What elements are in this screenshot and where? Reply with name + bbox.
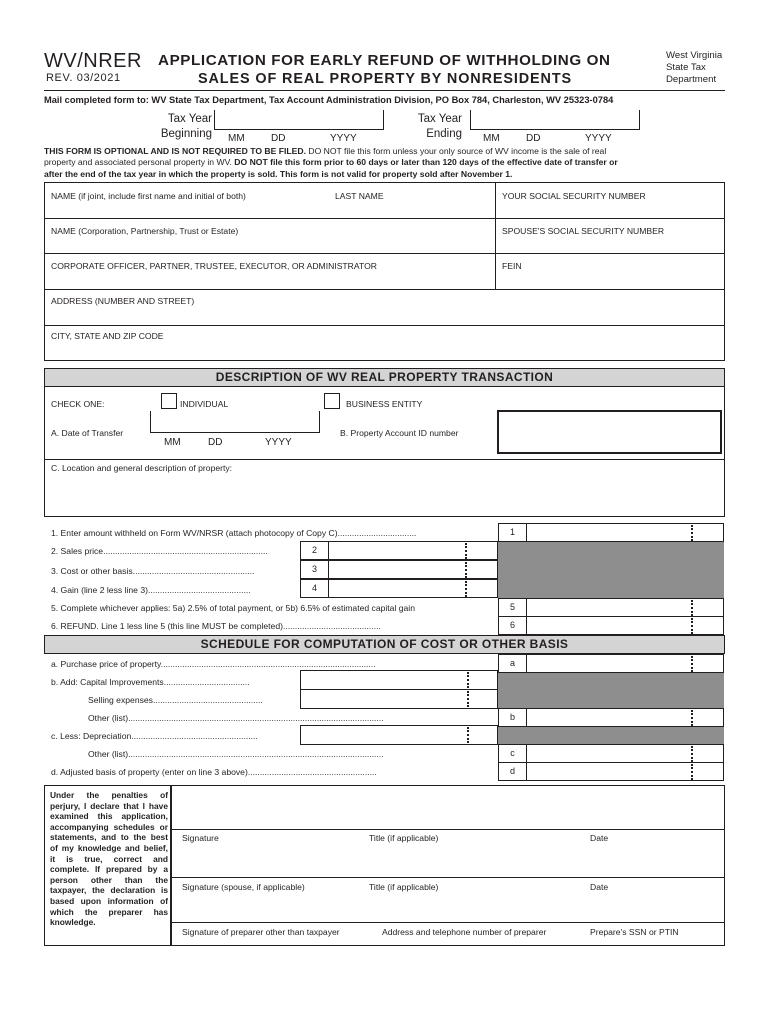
schedule-c-decimal — [691, 746, 693, 762]
account-id-field[interactable] — [497, 410, 722, 454]
capital-improvements-decimal — [467, 672, 469, 688]
schedule-heading: SCHEDULE FOR COMPUTATION OF COST OR OTHER BASIS — [44, 635, 725, 654]
fein-label: FEIN — [502, 261, 522, 271]
schedule-d-letter: d — [499, 763, 527, 780]
signature-rule-3 — [171, 922, 725, 923]
line-4-number: 4 — [301, 580, 329, 597]
line-5-number: 5 — [499, 599, 527, 616]
tax-year-end-label-2: Ending — [426, 128, 462, 140]
individual-checkbox[interactable] — [161, 393, 177, 409]
end-yyyy: YYYY — [585, 133, 612, 144]
schedule-b-amount[interactable] — [498, 708, 724, 727]
schedule-d-amount[interactable] — [498, 762, 724, 781]
location-label: C. Location and general description of property: — [51, 463, 233, 473]
mail-to: Mail completed form to: WV State Tax Department, Tax Account Administration Division, PO Box 784, Charleston, WV 25323-0784 — [44, 95, 614, 105]
selling-expenses-field[interactable] — [300, 689, 498, 709]
line-3-number: 3 — [301, 561, 329, 578]
notice-text-1: DO NOT file this form unless your only source of WV income is the sale of real — [305, 146, 607, 156]
agency-line-1: West Virginia — [666, 50, 723, 61]
shaded-area-lines — [498, 541, 724, 598]
line-1-text: 1. Enter amount withheld on Form WV/NRSR (attach photocopy of Copy C)................................. — [51, 528, 417, 538]
spouse-ssn-field[interactable] — [495, 218, 725, 254]
line-4-amount[interactable] — [300, 579, 498, 598]
signature-label: Signature — [182, 833, 219, 843]
line-3-amount[interactable] — [300, 560, 498, 579]
line-4-text: 4. Gain (line 2 less line 3)........................................... — [51, 585, 251, 595]
business-checkbox[interactable] — [324, 393, 340, 409]
individual-label: INDIVIDUAL — [180, 399, 229, 409]
schedule-a-text: a. Purchase price of property.......................................................................................... — [51, 659, 376, 669]
transaction-heading: DESCRIPTION OF WV REAL PROPERTY TRANSACTION — [44, 368, 725, 387]
officer-label: CORPORATE OFFICER, PARTNER, TRUSTEE, EXECUTOR, OR ADMINISTRATOR — [51, 261, 377, 271]
preparer-signature-label: Signature of preparer other than taxpayer — [182, 927, 340, 937]
form-title-line1: APPLICATION FOR EARLY REFUND OF WITHHOLDING ON — [158, 52, 611, 69]
line-2-decimal — [465, 543, 467, 559]
line-3-decimal — [465, 562, 467, 578]
tax-year-begin-label-1: Tax Year — [167, 113, 212, 125]
capital-improvements-field[interactable] — [300, 670, 498, 690]
transfer-yyyy: YYYY — [265, 437, 292, 448]
notice-text-2: property and associated personal property in WV. — [44, 157, 232, 168]
spouse-ssn-label: SPOUSE'S SOCIAL SECURITY NUMBER — [502, 226, 665, 236]
line-6-amount[interactable] — [498, 616, 724, 635]
signature-field[interactable] — [172, 786, 724, 829]
corp-name-label: NAME (Corporation, Partnership, Trust or Estate) — [51, 226, 239, 236]
depreciation-decimal — [467, 727, 469, 743]
schedule-a-amount[interactable] — [498, 654, 724, 673]
line-5-decimal — [691, 600, 693, 616]
address-label: ADDRESS (NUMBER AND STREET) — [51, 296, 195, 306]
form-title-line2: SALES OF REAL PROPERTY BY NONRESIDENTS — [198, 71, 573, 87]
date-transfer-field[interactable] — [150, 411, 320, 433]
tax-year-begin-label — [150, 112, 212, 142]
header-rule — [44, 90, 725, 91]
schedule-c-amount[interactable] — [498, 744, 724, 763]
check-one-label: CHECK ONE: — [51, 399, 105, 409]
schedule-b-letter: b — [499, 709, 527, 726]
line-6-text: 6. REFUND. Line 1 less line 5 (this line MUST be completed)......................................... — [51, 621, 381, 631]
line-6-decimal — [691, 618, 693, 634]
corp-name-field[interactable] — [44, 218, 496, 254]
fein-field[interactable] — [495, 253, 725, 290]
line-4-decimal — [465, 581, 467, 597]
revision-date: REV. 03/2021 — [46, 72, 121, 84]
schedule-d-decimal — [691, 764, 693, 780]
signature-rule-2 — [171, 877, 725, 878]
officer-field[interactable] — [44, 253, 496, 290]
other-c-text: Other (list)........................................................................................................... — [88, 749, 384, 759]
depreciation-field[interactable] — [300, 725, 498, 745]
agency-line-2: State Tax — [666, 62, 706, 73]
notice-bold-2: DO NOT file this form prior to 60 days or later than 120 days of the effective date of transfer or — [231, 157, 618, 168]
preparer-address-label: Address and telephone number of preparer — [382, 927, 547, 937]
account-id-label: B. Property Account ID number — [340, 428, 459, 438]
line-2-number: 2 — [301, 542, 329, 559]
spouse-signature-label: Signature (spouse, if applicable) — [182, 882, 305, 892]
tax-year-end-label-1: Tax Year — [417, 113, 462, 125]
agency-line-3: Department — [666, 74, 717, 85]
name-label: NAME (if joint, include first name and initial of both) — [51, 191, 246, 201]
schedule-d-text: d. Adjusted basis of property (enter on line 3 above)...................................................... — [51, 767, 377, 777]
end-dd: DD — [526, 133, 541, 144]
line-1-amount[interactable] — [498, 523, 724, 542]
notice-bold-3: after the end of the tax year in which the property is sold. This form is not valid for property sold after November 1. — [44, 168, 513, 179]
selling-expenses-decimal — [467, 691, 469, 707]
line-5-amount[interactable] — [498, 598, 724, 617]
date-label: Date — [590, 833, 609, 843]
schedule-c-letter: c — [499, 745, 527, 762]
business-label: BUSINESS ENTITY — [346, 399, 423, 409]
notice-bold-1: THIS FORM IS OPTIONAL AND IS NOT REQUIRED TO BE FILED. — [44, 146, 306, 156]
perjury-declaration: Under the penalties of perjury, I declare that I have examined this application, accompanying schedules or statements, and to the best of my knowledge and belief, it is true, correct and complete. If prepared by a person other than the taxpayer, the declaration is based upon information of which the preparer has knowledge. — [50, 790, 168, 928]
schedule-b-decimal — [691, 710, 693, 726]
line-1-decimal — [691, 525, 693, 541]
line-2-text: 2. Sales price..................................................................... — [51, 546, 268, 556]
schedule-a-decimal — [691, 656, 693, 672]
line-6-number: 6 — [499, 617, 527, 634]
address-field[interactable] — [44, 289, 725, 326]
ssn-label: YOUR SOCIAL SECURITY NUMBER — [502, 191, 646, 201]
begin-dd: DD — [271, 133, 286, 144]
signature-rule-1 — [171, 829, 725, 830]
line-1-number: 1 — [499, 524, 527, 541]
preparer-ssn-label: Prepare's SSN or PTIN — [590, 927, 679, 937]
shaded-area-depreciation — [498, 727, 724, 744]
transfer-dd: DD — [208, 437, 223, 448]
date-transfer-label: A. Date of Transfer — [51, 428, 124, 438]
other-b-text: Other (list)........................................................................................................... — [88, 713, 384, 723]
line-2-amount[interactable] — [300, 541, 498, 560]
schedule-a-letter: a — [499, 655, 527, 672]
title-label-2: Title (if applicable) — [369, 882, 439, 892]
tax-year-begin-field[interactable] — [214, 110, 384, 130]
end-mm: MM — [483, 133, 500, 144]
transfer-mm: MM — [164, 437, 181, 448]
form-id: WV/NRER — [44, 50, 142, 72]
schedule-b-text: b. Add: Capital Improvements.................................... — [51, 677, 250, 687]
line-3-text: 3. Cost or other basis................................................... — [51, 566, 255, 576]
tax-year-end-field[interactable] — [470, 110, 640, 130]
line-5-text: 5. Complete whichever applies: 5a) 2.5% of total payment, or 5b) 6.5% of estimated capital gain — [51, 603, 416, 613]
agency-name — [666, 50, 722, 86]
schedule-c-text: c. Less: Depreciation..................................................... — [51, 731, 258, 741]
shaded-area-schedule — [498, 673, 724, 708]
begin-yyyy: YYYY — [330, 133, 357, 144]
begin-mm: MM — [228, 133, 245, 144]
selling-expenses-text: Selling expenses.............................................. — [88, 695, 263, 705]
tax-year-begin-label-2: Beginning — [160, 128, 212, 140]
city-label: CITY, STATE AND ZIP CODE — [51, 331, 164, 341]
date-label-2: Date — [590, 882, 609, 892]
tax-year-end-label — [400, 112, 462, 142]
last-name-label: LAST NAME — [335, 191, 384, 201]
notice-text — [44, 146, 734, 180]
title-label: Title (if applicable) — [369, 833, 439, 843]
